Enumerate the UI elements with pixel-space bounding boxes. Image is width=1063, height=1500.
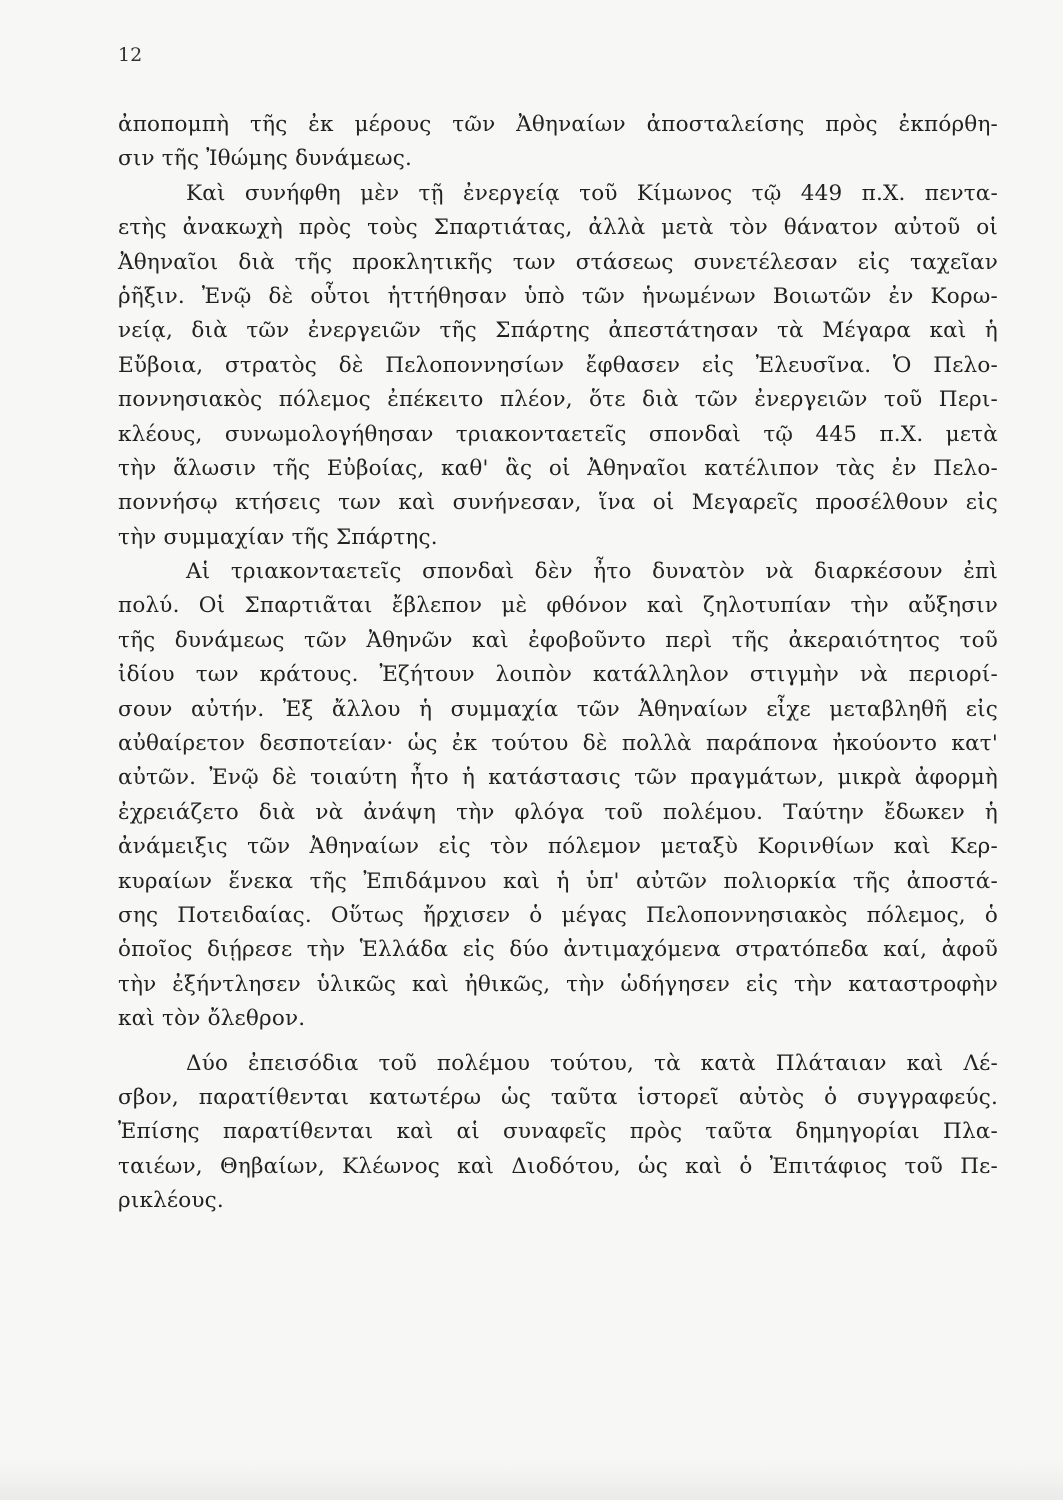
text-line: τὴν ἐξήντλησεν ὑλικῶς καὶ ἠθικῶς, τὴν ὡδήγησεν εἰς τὴν καταστροφὴν	[118, 971, 998, 997]
text-line: Ἐπίσης παρατίθενται καὶ αἱ συναφεῖς πρὸς ταῦτα δημηγορίαι Πλα-	[118, 1119, 998, 1145]
text-line: Καὶ συνήφθη μὲν τῇ ἐνεργείᾳ τοῦ Κίμωνος τῷ 449 π.Χ. πεντα-	[186, 180, 998, 206]
text-line: σης Ποτειδαίας. Οὕτως ἤρχισεν ὁ μέγας Πελοποννησιακὸς πόλεμος, ὁ	[118, 902, 998, 928]
text-line: ἐχρειάζετο διὰ νὰ ἀνάψη τὴν φλόγα τοῦ πολέμου. Ταύτην ἔδωκεν ἡ	[118, 799, 998, 825]
body-text	[118, 108, 998, 1219]
page-edge-shadow	[0, 1460, 1063, 1500]
paragraph	[118, 108, 998, 177]
text-line: σιν τῆς Ἰθώμης δυνάμεως.	[118, 146, 412, 172]
text-line: αὐθαίρετον δεσποτείαν· ὡς ἐκ τούτου δὲ πολλὰ παράπονα ἠκούοντο κατ'	[118, 731, 998, 757]
text-line: κυραίων ἕνεκα τῆς Ἐπιδάμνου καὶ ἡ ὑπ' αὐτῶν πολιορκία τῆς ἀποστά-	[118, 868, 998, 894]
text-line: ταιέων, Θηβαίων, Κλέωνος καὶ Διοδότου, ὡς καὶ ὁ Ἐπιτάφιος τοῦ Πε-	[118, 1153, 998, 1179]
text-line: ἀνάμειξις τῶν Ἀθηναίων εἰς τὸν πόλεμον μεταξὺ Κορινθίων καὶ Κερ-	[118, 834, 998, 860]
text-line: νείᾳ, διὰ τῶν ἐνεργειῶν τῆς Σπάρτης ἀπεστάτησαν τὰ Μέγαρα καὶ ἡ	[118, 318, 998, 344]
text-line: τὴν συμμαχίαν τῆς Σπάρτης.	[118, 524, 438, 550]
text-line: ετὴς ἀνακωχὴ πρὸς τοὺς Σπαρτιάτας, ἀλλὰ μετὰ τὸν θάνατον αὐτοῦ οἱ	[118, 215, 998, 241]
text-line: κλέους, συνωμολογήθησαν τριακονταετεῖς σπονδαὶ τῷ 445 π.Χ. μετὰ	[118, 421, 998, 447]
text-line: ἰδίου των κράτους. Ἐζήτουν λοιπὸν κατάλληλον στιγμὴν νὰ περιορί-	[118, 662, 998, 688]
text-line: καὶ τὸν ὄλεθρον.	[118, 1006, 306, 1032]
page-number: 12	[118, 44, 143, 66]
text-line: τὴν ἅλωσιν τῆς Εὐβοίας, καθ' ἃς οἱ Ἀθηναῖοι κατέλιπον τὰς ἐν Πελο-	[118, 455, 998, 481]
text-line: ῥῆξιν. Ἐνῷ δὲ οὗτοι ἡττήθησαν ὑπὸ τῶν ἡνωμένων Βοιωτῶν ἐν Κορω-	[118, 283, 998, 309]
text-line: ἀποπομπὴ τῆς ἐκ μέρους τῶν Ἀθηναίων ἀποσταλείσης πρὸς ἐκπόρθη-	[118, 112, 998, 137]
text-line: Ἀθηναῖοι διὰ τῆς προκλητικῆς των στάσεως συνετέλεσαν εἰς ταχεῖαν	[118, 249, 998, 275]
text-line: ποννήσῳ κτήσεις των καὶ συνήνεσαν, ἵνα οἱ Μεγαρεῖς προσέλθουν εἰς	[118, 490, 998, 516]
paragraph	[118, 1047, 998, 1219]
text-line: σβον, παρατίθενται κατωτέρω ὡς ταῦτα ἱστορεῖ αὐτὸς ὁ συγγραφεύς.	[118, 1084, 998, 1110]
text-line: τῆς δυνάμεως τῶν Ἀθηνῶν καὶ ἐφοβοῦντο περὶ τῆς ἀκεραιότητος τοῦ	[118, 627, 998, 653]
text-line: ποννησιακὸς πόλεμος ἐπέκειτο πλέον, ὅτε διὰ τῶν ἐνεργειῶν τοῦ Περι-	[118, 387, 998, 413]
paragraph	[118, 177, 998, 555]
paragraph	[118, 555, 998, 1036]
text-line: ὁποῖος διῄρεσε τὴν Ἑλλάδα εἰς δύο ἀντιμαχόμενα στρατόπεδα καί, ἀφοῦ	[118, 937, 998, 963]
text-line: Δύο ἐπεισόδια τοῦ πολέμου τούτου, τὰ κατὰ Πλάταιαν καὶ Λέ-	[186, 1050, 998, 1076]
text-line: Εὔβοια, στρατὸς δὲ Πελοποννησίων ἔφθασεν εἰς Ἐλευσῖνα. Ὁ Πελο-	[118, 352, 998, 378]
text-line: αὐτῶν. Ἐνῷ δὲ τοιαύτη ἦτο ἡ κατάστασις τῶν πραγμάτων, μικρὰ ἀφορμὴ	[118, 765, 998, 791]
text-line: Αἱ τριακονταετεῖς σπονδαὶ δὲν ἦτο δυνατὸν νὰ διαρκέσουν ἐπὶ	[186, 559, 998, 585]
text-line: ρικλέους.	[118, 1188, 224, 1214]
paragraph-gap	[118, 1037, 998, 1047]
text-line: πολύ. Οἱ Σπαρτιᾶται ἔβλεπον μὲ φθόνον καὶ ζηλοτυπίαν τὴν αὔξησιν	[118, 593, 998, 619]
text-line: σουν αὐτήν. Ἐξ ἄλλου ἡ συμμαχία τῶν Ἀθηναίων εἶχε μεταβληθῆ εἰς	[118, 696, 998, 722]
